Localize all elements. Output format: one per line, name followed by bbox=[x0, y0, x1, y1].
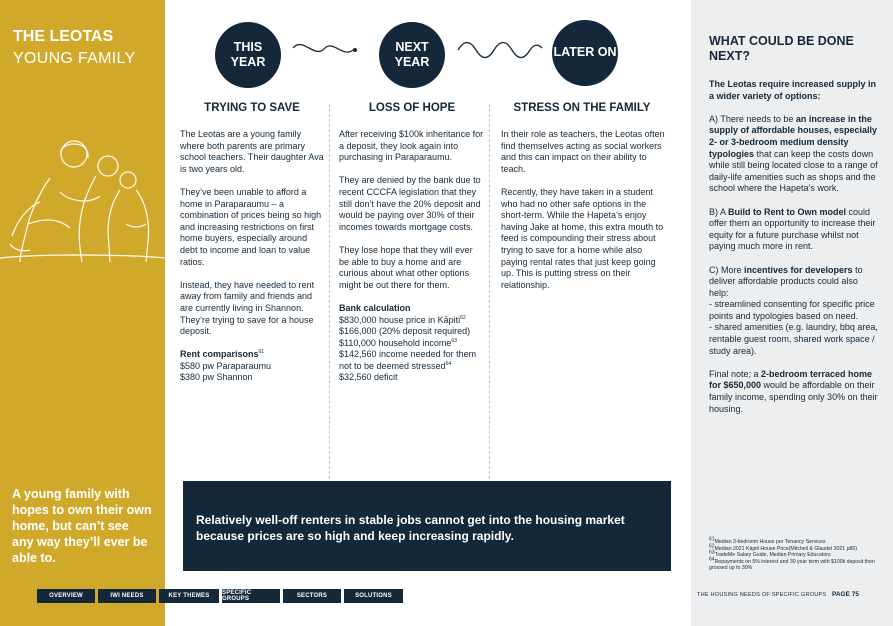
nav-sectors-button[interactable]: SECTORS bbox=[283, 589, 341, 603]
column-stress-on-family bbox=[501, 129, 667, 303]
nav-solutions-button[interactable]: SOLUTIONS bbox=[344, 589, 403, 603]
next-steps-heading: WHAT COULD BE DONE NEXT? bbox=[709, 34, 854, 63]
paragraph: They’ve been unable to afford a home in Paraparaumu – a combination of prices being so high and increasing restrictions on first home buyers, especially around debt to income and loan to value ratios. bbox=[180, 186, 322, 267]
calc-line: not to be deemed stressed bbox=[339, 360, 446, 371]
paragraph: They are denied by the bank due to recent CCCFA legislation that they still don’t have the 20% deposit and would be paying over 30% of their incomes towards mortgage costs. bbox=[339, 175, 481, 232]
paragraph: Recently, they have taken in a student who had no other safe options in the short-term. While the Hapeta’s enjoy having Jake at home, this extra mouth to feed is compounding their stress about trying to save for a home while also paying rental rates that just keep going up. This is putting stress on their relationship. bbox=[501, 186, 664, 290]
final-note: Final note; a 2-bedroom terraced home for $650,000 would be affordable on their family income, spending only 30% on their housing. bbox=[709, 368, 878, 414]
footnote-ref: 63 bbox=[451, 337, 457, 344]
bank-calculation-heading: Bank calculation bbox=[339, 302, 411, 313]
column-trying-to-save bbox=[180, 129, 325, 384]
footnote-ref: 64 bbox=[445, 360, 452, 367]
footnote: $^{62}$Median 2021 Kāpiti House Price(Mitchell & Glaudel 2021 p86) bbox=[709, 542, 858, 552]
option-b: B) A Build to Rent to Own model could offer them an opportunity to increase their equity for a future purchase whilst not paying much more in rent. bbox=[709, 206, 876, 252]
page-number: PAGE 75 bbox=[832, 591, 859, 598]
family-subtitle: YOUNG FAMILY bbox=[13, 50, 136, 67]
rent-line: $580 pw Paraparaumu bbox=[180, 360, 272, 371]
nav-overview-button[interactable]: OVERVIEW bbox=[37, 589, 95, 603]
footnote: $^{63}$TradeMe Salary Guide, Median Primary Educators bbox=[709, 549, 831, 559]
option-c-item: - shared amenities (e.g. laundry, bbq area, rentable guest room, shared work space / study area). bbox=[709, 322, 878, 356]
next-steps-body bbox=[709, 79, 879, 427]
heading-loss-of-hope: LOSS OF HOPE bbox=[368, 102, 456, 114]
nav-specific-groups-button[interactable]: SPECIFIC GROUPS bbox=[222, 589, 280, 603]
nav-key-themes-button[interactable]: KEY THEMES bbox=[159, 589, 219, 603]
paragraph: They lose hope that they will ever be able to buy a home and are curious about what other options might be out there for them. bbox=[339, 244, 473, 290]
squiggle-connector-icon bbox=[291, 38, 361, 62]
stage-circle-later-on: LATER ON bbox=[552, 20, 618, 86]
rent-line: $380 pw Shannon bbox=[180, 372, 253, 383]
family-title: THE LEOTAS bbox=[13, 28, 114, 45]
stage-circle-next-year: NEXT YEAR bbox=[379, 22, 445, 88]
next-steps-intro: The Leotas require increased supply in a wider variety of options: bbox=[709, 79, 877, 101]
calc-line: $166,000 (20% deposit required) bbox=[339, 326, 471, 337]
paragraph: After receiving $100k inheritance for a deposit, they look again into purchasing in Paraparaumu. bbox=[339, 129, 484, 163]
footnote-ref: 61 bbox=[258, 349, 265, 356]
footnote: $^{64}$Repayments on 5% interest and 30 year term with $100k deposit then grossed up to 30% bbox=[709, 556, 875, 572]
calc-line: $142,560 income needed for them bbox=[339, 349, 477, 360]
rent-comparisons-heading: Rent comparisons bbox=[180, 349, 259, 360]
family-illustration-icon bbox=[0, 132, 165, 267]
option-c-item: - streamlined consenting for specific price points and typologies based on need. bbox=[709, 299, 875, 321]
paragraph: Instead, they have needed to rent away from family and friends and are currently living in Shannon. They’re trying to save for a house deposit. bbox=[180, 279, 315, 337]
wave-connector-icon bbox=[456, 38, 548, 62]
sidebar-quote: A young family with hopes to own their own home, but can’t see any way they’ll ever be able to. bbox=[12, 487, 152, 565]
column-divider bbox=[489, 104, 490, 479]
stage-circle-this-year: THIS YEAR bbox=[215, 22, 281, 88]
paragraph: The Leotas are a young family where both parents are primary school teachers. Their daughter Ava is two years old. bbox=[180, 129, 324, 174]
heading-stress-on-family: STRESS ON THE FAMILY bbox=[513, 102, 651, 114]
option-c: C) More incentives for developers to deliver affordable products could also help: bbox=[709, 264, 863, 298]
footer-section-label: THE HOUSING NEEDS OF SPECIFIC GROUPS bbox=[697, 592, 827, 598]
column-divider bbox=[329, 104, 330, 479]
calc-line: $110,000 household income bbox=[339, 337, 452, 348]
paragraph: In their role as teachers, the Leotas often find themselves acting as social workers and this can impact on their ability to teach. bbox=[501, 129, 665, 174]
column-loss-of-hope bbox=[339, 129, 485, 384]
footnote: $^{61}$Median 3-bedroom House per Tenancy Services bbox=[709, 536, 826, 545]
footnote-ref: 62 bbox=[460, 314, 466, 321]
nav-iwi-needs-button[interactable]: IWI NEEDS bbox=[98, 589, 156, 603]
footnotes bbox=[709, 536, 879, 572]
calc-line: $32,560 deficit bbox=[339, 372, 398, 383]
heading-trying-to-save: TRYING TO SAVE bbox=[204, 102, 300, 114]
option-a: A) There needs to be an increase in the supply of affordable houses, especially 2- or 3-bedroom medium density typologies that can keep the costs down while still being located close to a range of daily-life amenities such as shops and the school where the Hapeta’s work. bbox=[709, 113, 878, 194]
key-message-banner: Relatively well-off renters in stable jobs cannot get into the housing market because prices are so high and keep increasing rapidly. bbox=[183, 481, 671, 571]
calc-line: $830,000 house price in Kāpiti bbox=[339, 314, 461, 325]
